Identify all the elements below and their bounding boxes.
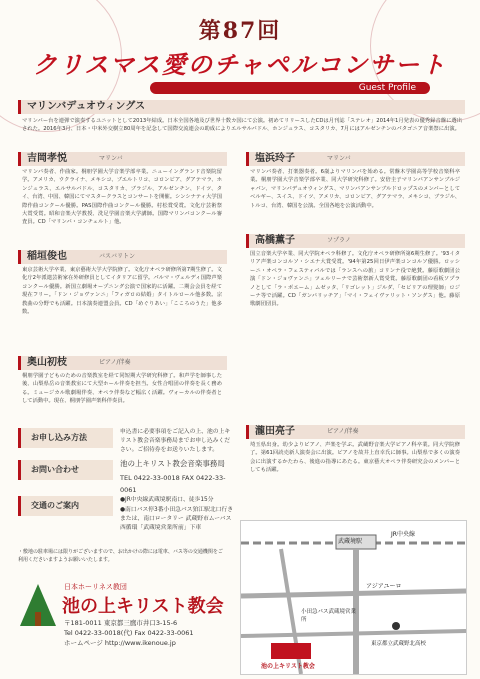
performer-role: マリンバ <box>99 155 123 162</box>
group-name: マリンバデュオウィングス <box>27 101 146 112</box>
map-label: 小田急バス武蔵境営業所 <box>301 609 357 623</box>
access-line: ●JR中央線武蔵境駅南口、徒歩15分 <box>120 497 214 503</box>
performer-heading-takahashi <box>246 234 465 248</box>
performer-bio: 国立音楽大学卒業、同大学院オペラ科修了。文化庁オペラ研修所第6期生修了。'93イタリア声楽コンコルソ・シエナ大賞受賞。'94年第25回日伊声楽コンコルソ優勝。ロッシーニ・オペラ・フェスティバルでは「ランスへの旅」コリンナ役で絶賛。藤原歌劇団公演「ドン・ジョヴァンニ」ツェルリーナで芸術祭新人賞受賞。藤原歌劇団の看板ソプラノとして「ラ・ボエーム」ムゼッタ、「リゴレット」ジルダ、「セビリアの理髪師」ロジーナ等で活躍。CD「ガンバリッチア」「マイ・フェイヴァリット・ソングス」他。藤原歌劇団団員。 <box>250 251 460 308</box>
performer-role: マリンバ <box>327 155 351 162</box>
concert-title: クリスマス愛のチャペルコンサート <box>32 50 448 79</box>
church-tel: Tel 0422-33-0018(代) Fax 0422-33-0061 <box>64 629 194 637</box>
church-logo-icon <box>18 582 58 630</box>
group-description: マリンバー台を連弾で演奏するユニットとして2013年結成。日本全国各地及び世界十数カ国にて公演。初めてリリースしたCDは月刊誌「ステレオ」2014年1月発表の優秀録音盤に選出された。2016年3月、日本・中米外交樹立80周年を記念して国際交流連会の助成によりエルサルバドル、ホンジュラス、コスタリカ、7月にはアルゼンチンのパタゴニア音楽祭に出演。 <box>22 118 462 133</box>
performer-name: 奥山初枝 <box>27 357 67 368</box>
apply-label: お申し込み方法 <box>31 433 87 442</box>
map-church-label: 池の上キリスト教会 <box>261 663 315 670</box>
church-address: 〒181-0011 東京都三鷹市井口3-15-6 <box>64 619 178 627</box>
performer-heading-okuyama <box>18 356 227 370</box>
access-note: ・敷地の駐車場には限りがございますので、お出かけの際には電車、バス等の交通機関をご利用くださいますようお願いいたします。 <box>18 549 223 563</box>
map-label: 東京都立武蔵野北高校 <box>371 641 427 647</box>
performer-bio: マリンバ奏者、作曲家。桐朋学園大学音楽学部卒業。ニューイングランド音楽院留学。アメリカ、ウクライナ、メキシコ、ブエルトリコ、コロンビア、グアテマラ、ホンジュラス、エルサルバドル、コスタリカ、ブラジル、アルゼンチン、ドイツ、タイ、台湾、中国、韓国にてマスタークラスとコンサートを開催。シンシナティ大学国際作曲コンクール優勝。PAS国際作曲コンクール優勝。村松賞受賞。文化庁芸術祭大賞受賞。昭和音楽大学教授、洗足学園音楽大学講師。国際マリンバコンクール審査員。CD「マリンバ・コンチェルト」他。 <box>22 169 222 226</box>
guest-profile-label: Guest Profile <box>358 83 416 93</box>
map-rail-label: JR中央線 <box>391 531 415 538</box>
performer-heading-inagaki <box>18 250 227 264</box>
access-map <box>240 520 467 675</box>
performer-bio: 埼玉県出身。幼少よりピアノ、声楽を学ぶ。武蔵野音楽大学ピアノ科卒業。同大学院修了。第61回読売新人演奏会に出演。ピアノを故井上直幸氏に師事。山梨県で多くの演奏会に出演するかたわら、後進の指導にあたる。東京藝大オペラ伴奏研究会のメンバーとしても活躍。 <box>250 442 460 474</box>
performer-heading-shiohama <box>246 152 465 166</box>
apply-text: 申込書に必要事項をご記入の上、池の上キリスト教会音楽事務局までお申し込みください。ご招待券をお送りいたします。 <box>120 429 231 453</box>
contact-tel: TEL 0422-33-0018 FAX 0422-33-0061 <box>120 474 226 494</box>
contact-label-box <box>18 460 113 480</box>
performer-bio: 東京芸術大学卒業、東京藝術大学大学院修了。文化庁オペラ研修所第7期生修了。文化庁2年派遣芸術家在外研修員としてイタリアに留学。パルマ・ヴェルディ国際声楽コンクール優勝。新国立劇場オープニング公演で国家的に活躍。二期会会員を経て現在フリー。「ドン・ジョヴァンニ」「フィガロの結婚」タイトルロール他多数。宗教曲の分野でも活躍。日本演奏連盟会員。CD「めぐりあい」「こころのうた」他多数。 <box>22 267 222 316</box>
performer-role: バスバリトン <box>99 253 136 260</box>
performer-heading-yoshioka <box>18 152 227 166</box>
church-block <box>18 580 223 675</box>
map-station-label: 武蔵境駅 <box>338 538 363 545</box>
performer-name: 塩浜玲子 <box>255 153 295 164</box>
access-line: ●南口バス停3番小田急バス狛江駅北口行きまたは、南口ロータリー 武蔵野市ムーバス西循環「武蔵境営業所前」下車 <box>120 507 234 531</box>
access-label-box <box>18 496 113 516</box>
access-label: 交通のご案内 <box>31 501 79 510</box>
guest-profile-bar <box>150 82 430 94</box>
edition-title: 第87回 <box>198 18 282 44</box>
performer-role: ソプラノ <box>327 237 351 244</box>
performer-bio: マリンバ奏者、打楽器奏者。6歳よりマリンバを始める。常盤木学園高等学校音楽科卒業。桐朋学園大学音楽学部卒業、同大学研究科修了。安倍圭子マリンバアンサンブルジャパン、マリンバデュオウィングス、マリンバアンサンブルドロップスのメンバーとしてベルギー、スイス、ドイツ、アメリカ、コロンビア、グアテマラ、メキシコ、ブラジル、トルコ、台湾、韓国を公演。全国各地を公演活動中。 <box>250 169 460 209</box>
performer-heading-takita <box>246 425 465 439</box>
performer-name: 瀧田亮子 <box>255 426 295 437</box>
performer-name: 高橋薫子 <box>255 235 295 246</box>
church-kicker: 日本ホーリネス教団 <box>64 583 127 591</box>
apply-label-box <box>18 428 113 448</box>
church-name: 池の上キリスト教会 <box>62 596 224 617</box>
contact-org: 池の上キリスト教会音楽事務局 <box>120 459 225 468</box>
performer-name: 吉岡孝悦 <box>27 153 67 164</box>
performer-role: ピアノ/伴奏 <box>99 359 131 366</box>
map-label: アジアユーロ <box>366 583 402 590</box>
church-website[interactable]: ホームページ http://www.ikenoue.jp <box>64 639 176 647</box>
performer-name: 稲垣俊也 <box>27 251 67 262</box>
performer-role: ピアノ/伴奏 <box>327 428 359 435</box>
group-heading <box>18 100 465 114</box>
performer-bio: 桐朋学園子どものための音楽教室を経て同短期大学研究科修了。和声学を師事した後、山梨県岳の音楽教室にて大型ホール伴奏を担当。女性合唱団の伴奏を長く務める。ミュージカル歌劇場伴奏、オペラ伴奏など幅広く活躍。ヴォーカルの伴奏者として活動中。現在、桐朋学園声楽科伴奏員。 <box>22 373 222 405</box>
contact-label: お問い合わせ <box>31 465 79 474</box>
